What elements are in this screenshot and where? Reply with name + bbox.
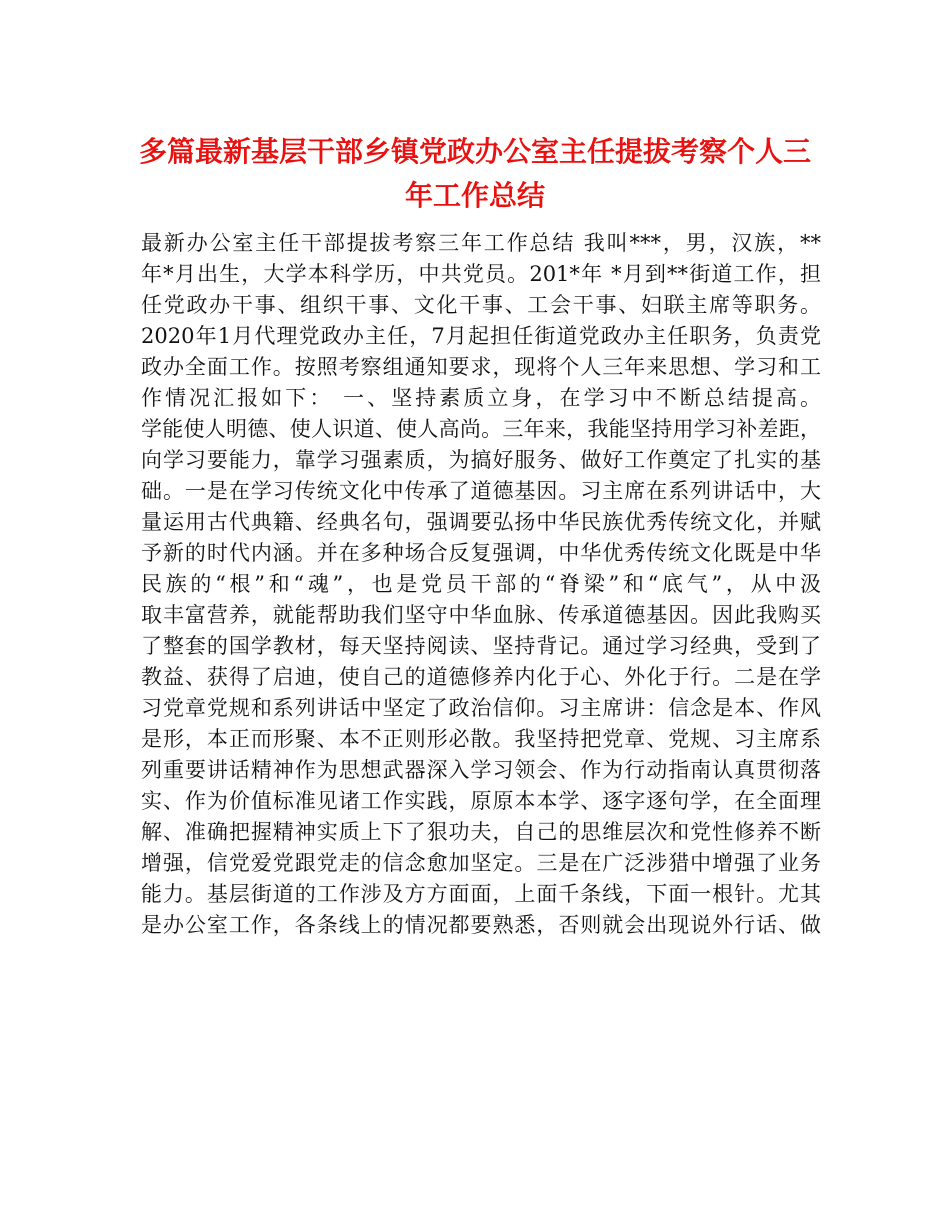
body-line: 年*月出生，大学本科学历，中共党员。201*年 *月到**街道工作，担 (141, 262, 821, 286)
document-body (141, 228, 821, 941)
body-line: 最新办公室主任干部提拔考察三年工作总结 我叫***，男，汉族，** (141, 231, 821, 255)
body-line: 是办公室工作，各条线上的情况都要熟悉，否则就会出现说外行话、做 (141, 913, 821, 937)
body-line: 民族的“根”和“魂”，也是党员干部的“脊梁”和“底气”，从中汲 (141, 572, 821, 596)
body-line: 增强，信党爱党跟党走的信念愈加坚定。三是在广泛涉猎中增强了业务 (141, 851, 821, 875)
body-line: 了整套的国学教材，每天坚持阅读、坚持背记。通过学习经典，受到了 (141, 634, 821, 658)
body-line: 教益、获得了启迪，使自己的道德修养内化于心、外化于行。二是在学 (141, 665, 821, 689)
body-line: 任党政办干事、组织干事、文化干事、工会干事、妇联主席等职务。 (141, 293, 821, 317)
body-line: 取丰富营养，就能帮助我们坚守中华血脉、传承道德基因。因此我购买 (141, 603, 821, 627)
body-line: 向学习要能力，靠学习强素质，为搞好服务、做好工作奠定了扎实的基 (141, 448, 821, 472)
body-line: 政办全面工作。按照考察组通知要求，现将个人三年来思想、学习和工 (141, 355, 821, 379)
document-title-line-2: 年工作总结 (404, 179, 545, 212)
body-line: 是形，本正而形聚、本不正则形必散。我坚持把党章、党规、习主席系 (141, 727, 821, 751)
body-line: 能力。基层街道的工作涉及方方面面，上面千条线，下面一根针。尤其 (141, 882, 821, 906)
body-line: 习党章党规和系列讲话中坚定了政治信仰。习主席讲：信念是本、作风 (141, 696, 821, 720)
body-line: 础。一是在学习传统文化中传承了道德基因。习主席在系列讲话中，大 (141, 479, 821, 503)
body-line: 作情况汇报如下： 一、坚持素质立身，在学习中不断总结提高。 (141, 386, 821, 410)
body-line: 实、作为价值标准见诸工作实践，原原本本学、逐字逐句学，在全面理 (141, 789, 821, 813)
body-line: 解、准确把握精神实质上下了狠功夫，自己的思维层次和党性修养不断 (141, 820, 821, 844)
body-line: 列重要讲话精神作为思想武器深入学习领会、作为行动指南认真贯彻落 (141, 758, 821, 782)
document-title-line-1: 多篇最新基层干部乡镇党政办公室主任提拔考察个人三 (138, 135, 811, 168)
body-line: 予新的时代内涵。并在多种场合反复强调，中华优秀传统文化既是中华 (141, 541, 821, 565)
body-line: 2020年1月代理党政办主任，7月起担任街道党政办主任职务，负责党 (141, 324, 821, 348)
body-line: 学能使人明德、使人识道、使人高尚。三年来，我能坚持用学习补差距， (141, 417, 821, 441)
body-line: 量运用古代典籍、经典名句，强调要弘扬中华民族优秀传统文化，并赋 (141, 510, 821, 534)
